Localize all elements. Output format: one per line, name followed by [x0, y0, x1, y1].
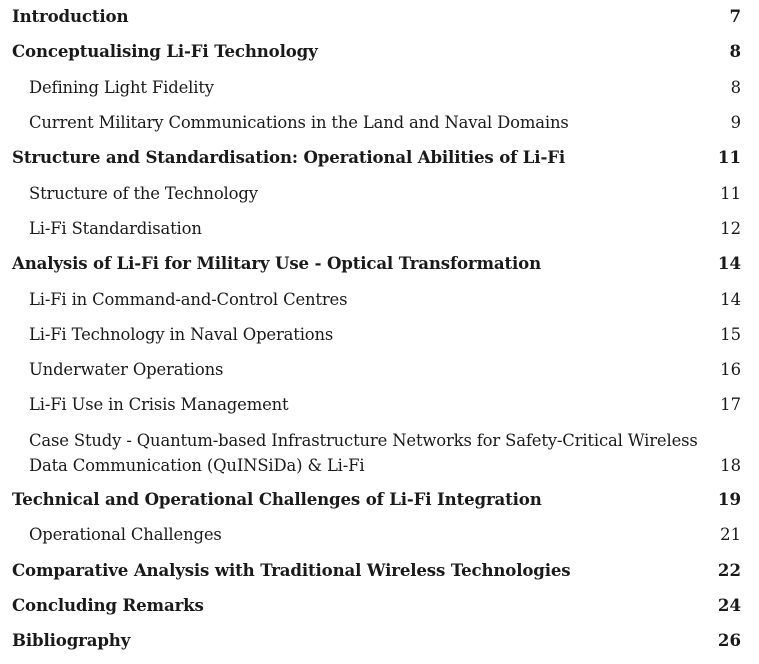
- toc-entry-page: 8: [730, 78, 741, 97]
- toc-entry-title: Li-Fi Use in Crisis Management: [29, 395, 289, 414]
- toc-entry-title: Underwater Operations: [29, 360, 224, 379]
- toc-entry-title: Li-Fi Standardisation: [29, 219, 202, 238]
- toc-entry-crisis-management[interactable]: [0, 392, 759, 417]
- toc-entry-page: 17: [720, 395, 741, 414]
- toc-entry-title: Technical and Operational Challenges of Li-Fi Integration: [12, 489, 542, 509]
- toc-entry-page: 15: [720, 325, 741, 344]
- toc-entry-page: 22: [717, 560, 741, 580]
- toc-entry-underwater-operations[interactable]: [0, 357, 759, 382]
- toc-entry-page: 14: [720, 290, 741, 309]
- toc-entry-concluding-remarks[interactable]: [0, 593, 759, 618]
- toc-entry-page: 14: [717, 253, 741, 273]
- toc-entry-page: 19: [717, 489, 741, 509]
- toc-entry-title: Structure of the Technology: [29, 184, 258, 203]
- toc-entry-page: 11: [717, 147, 741, 167]
- toc-entry-page: 24: [717, 595, 741, 615]
- toc-entry-page: 16: [720, 360, 741, 379]
- toc-entry-page: 8: [729, 41, 741, 61]
- toc-entry-current-military-communications[interactable]: [0, 110, 759, 135]
- toc-entry-title: Case Study - Quantum-based Infrastructure Networks for Safety-Critical Wireless Data Communication (QuINSiDa) & Li-Fi: [29, 431, 698, 475]
- toc-entry-naval-operations[interactable]: [0, 322, 759, 347]
- toc-entry-case-study-quinsida[interactable]: [0, 428, 759, 478]
- toc-entry-page: 9: [730, 113, 741, 132]
- toc-entry-title: Bibliography: [12, 630, 131, 650]
- toc-entry-page: 11: [720, 184, 741, 203]
- toc-entry-conceptualising-li-fi[interactable]: [0, 39, 759, 64]
- toc-entry-structure-of-technology[interactable]: [0, 181, 759, 206]
- toc-entry-operational-challenges[interactable]: [0, 522, 759, 547]
- toc-entry-page: 26: [717, 630, 741, 650]
- toc-entry-page: 12: [720, 219, 741, 238]
- toc-entry-title: Li-Fi in Command-and-Control Centres: [29, 290, 348, 309]
- toc-entry-analysis-military-use[interactable]: [0, 251, 759, 276]
- toc-entry-structure-and-standardisation[interactable]: [0, 145, 759, 170]
- toc-entry-technical-operational-challenges[interactable]: [0, 487, 759, 512]
- toc-entry-title: Concluding Remarks: [12, 595, 204, 615]
- toc-entry-li-fi-standardisation[interactable]: [0, 216, 759, 241]
- toc-entry-title: Comparative Analysis with Traditional Wireless Technologies: [12, 560, 571, 580]
- toc-entry-introduction[interactable]: [0, 4, 759, 29]
- toc-entry-title: Analysis of Li-Fi for Military Use - Optical Transformation: [12, 253, 542, 273]
- toc-entry-title: Operational Challenges: [29, 525, 222, 544]
- toc-entry-comparative-analysis[interactable]: [0, 558, 759, 583]
- toc-entry-title: Introduction: [12, 6, 129, 26]
- toc-entry-page: 21: [720, 525, 741, 544]
- toc-entry-page: 7: [729, 6, 741, 26]
- toc-entry-defining-light-fidelity[interactable]: [0, 75, 759, 100]
- toc-entry-title: Structure and Standardisation: Operational Abilities of Li-Fi: [12, 147, 565, 167]
- toc-entry-title: Conceptualising Li-Fi Technology: [12, 41, 318, 61]
- toc-entry-command-and-control[interactable]: [0, 287, 759, 312]
- toc-entry-title: Current Military Communications in the Land and Naval Domains: [29, 113, 569, 132]
- toc-entry-page: 18: [720, 456, 741, 475]
- toc-entry-bibliography[interactable]: [0, 628, 759, 653]
- toc-entry-title: Li-Fi Technology in Naval Operations: [29, 325, 334, 344]
- toc-entry-title: Defining Light Fidelity: [29, 78, 214, 97]
